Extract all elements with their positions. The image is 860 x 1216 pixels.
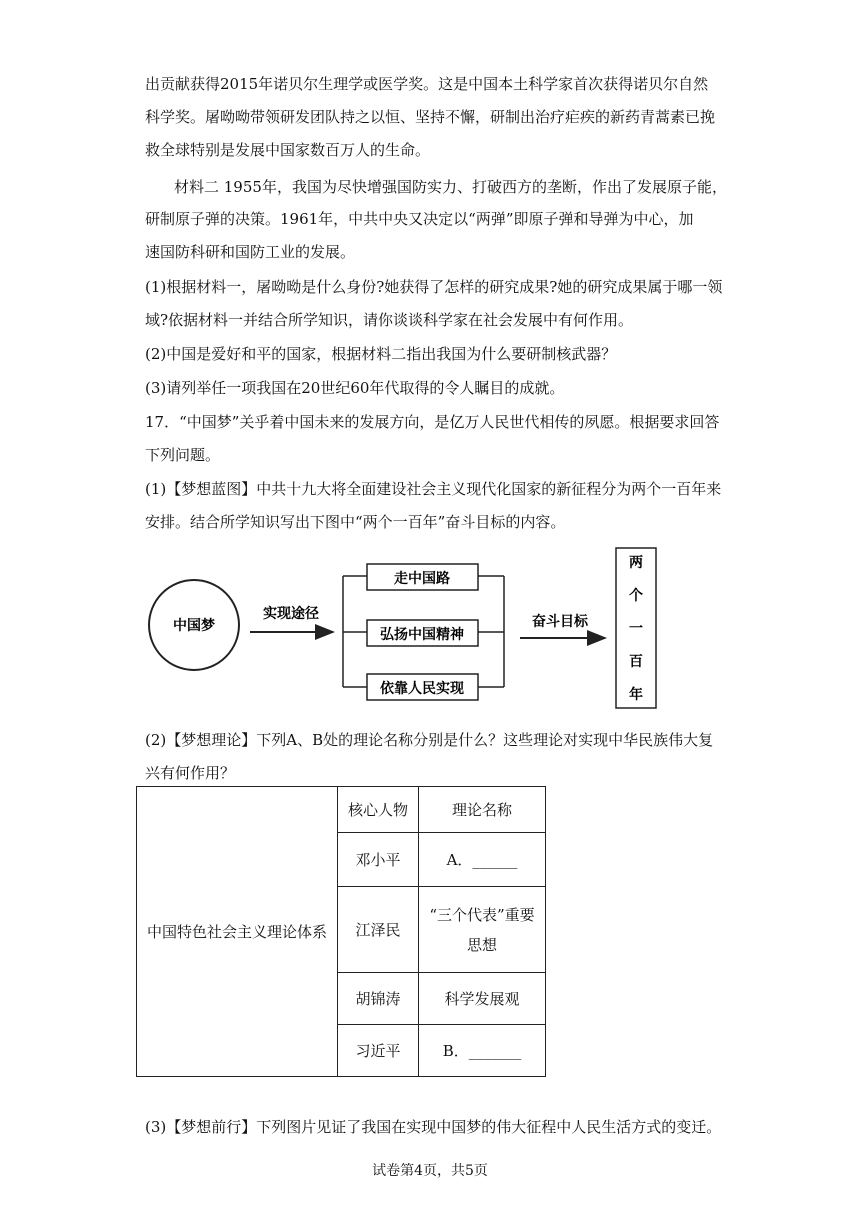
path-label-3: 依靠人民实现: [380, 681, 464, 697]
theory-three-represents-l2: 思想: [466, 935, 497, 954]
sub-question-3: (3)【梦想前行】下列图片见证了我国在实现中国梦的伟大征程中人民生活方式的变迁。: [145, 1118, 722, 1136]
sub-question-1a: (1)【梦想蓝图】中共十九大将全面建设社会主义现代化国家的新征程分为两个一百年来: [145, 480, 722, 498]
arrow2-label: 奋斗目标: [532, 614, 588, 630]
china-dream-label: 中国梦: [173, 618, 215, 634]
theory-table: [136, 786, 546, 1077]
sub-question-2b: 兴有何作用？: [145, 764, 236, 782]
path-label-1: 走中国路: [394, 571, 450, 587]
theory-scientific-development: 科学发展观: [419, 973, 546, 1025]
question-1a: (1)根据材料一，屠呦呦是什么身份?她获得了怎样的研究成果?她的研究成果属于哪一领: [145, 278, 723, 296]
question-17a: 17．“中国梦”关乎着中国未来的发展方向，是亿万人民世代相传的夙愿。根据要求回答: [145, 413, 720, 431]
path-label-2: 弘扬中国精神: [380, 627, 464, 643]
person-jiang: 江泽民: [338, 887, 419, 973]
question-3: (3)请列举任一项我国在20世纪60年代取得的令人瞩目的成就。: [145, 379, 565, 397]
goal-char-4: 百: [629, 654, 643, 670]
person-hu: 胡锦涛: [338, 973, 419, 1025]
theory-a-blank: A．______: [419, 833, 546, 887]
person-deng: 邓小平: [338, 833, 419, 887]
two-centenary-diagram: [0, 540, 860, 720]
goal-char-1: 两: [629, 555, 643, 571]
question-1b: 域?依据材料一并结合所学知识，请你谈谈科学家在社会发展中有何作用。: [145, 311, 634, 329]
line-p5: 研制原子弹的决策。1961年，中共中央又决定以“两弹”即原子弹和导弹为中心，加: [145, 210, 694, 228]
theory-system-cell: 中国特色社会主义理论体系: [137, 787, 338, 1077]
header-theory: 理论名称: [419, 787, 546, 833]
line-p4: 材料二 1955年，我国为尽快增强国防实力、打破西方的垄断，作出了发展原子能，: [174, 178, 727, 196]
header-person: 核心人物: [338, 787, 419, 833]
person-xi: 习近平: [338, 1025, 419, 1077]
theory-b-blank: B．_______: [419, 1025, 546, 1077]
page-footer: 试卷第4页，共5页: [372, 1163, 488, 1179]
sub-question-1b: 安排。结合所学知识写出下图中“两个一百年”奋斗目标的内容。: [145, 513, 566, 531]
line-p2: 科学奖。屠呦呦带领研发团队持之以恒、坚持不懈，研制出治疗疟疾的新药青蒿素已挽: [145, 108, 716, 126]
line-p6: 速国防科研和国防工业的发展。: [145, 243, 356, 261]
line-p1: 出贡献获得2015年诺贝尔生理学或医学奖。这是中国本土科学家首次获得诺贝尔自然: [145, 75, 709, 93]
arrow1-label: 实现途径: [263, 606, 319, 622]
goal-char-3: 一: [629, 621, 643, 637]
question-17b: 下列问题。: [145, 446, 221, 464]
theory-three-represents-l1: “三个代表”重要: [429, 905, 535, 924]
question-2: (2)中国是爱好和平的国家，根据材料二指出我国为什么要研制核武器？: [145, 345, 617, 363]
goal-char-5: 年: [629, 687, 643, 703]
sub-question-2a: (2)【梦想理论】下列A、B处的理论名称分别是什么？这些理论对实现中华民族伟大复: [145, 731, 714, 749]
line-p3: 救全球特别是发展中国家数百万人的生命。: [145, 141, 431, 159]
goal-char-2: 个: [629, 588, 643, 604]
theory-three-represents: [419, 887, 546, 973]
